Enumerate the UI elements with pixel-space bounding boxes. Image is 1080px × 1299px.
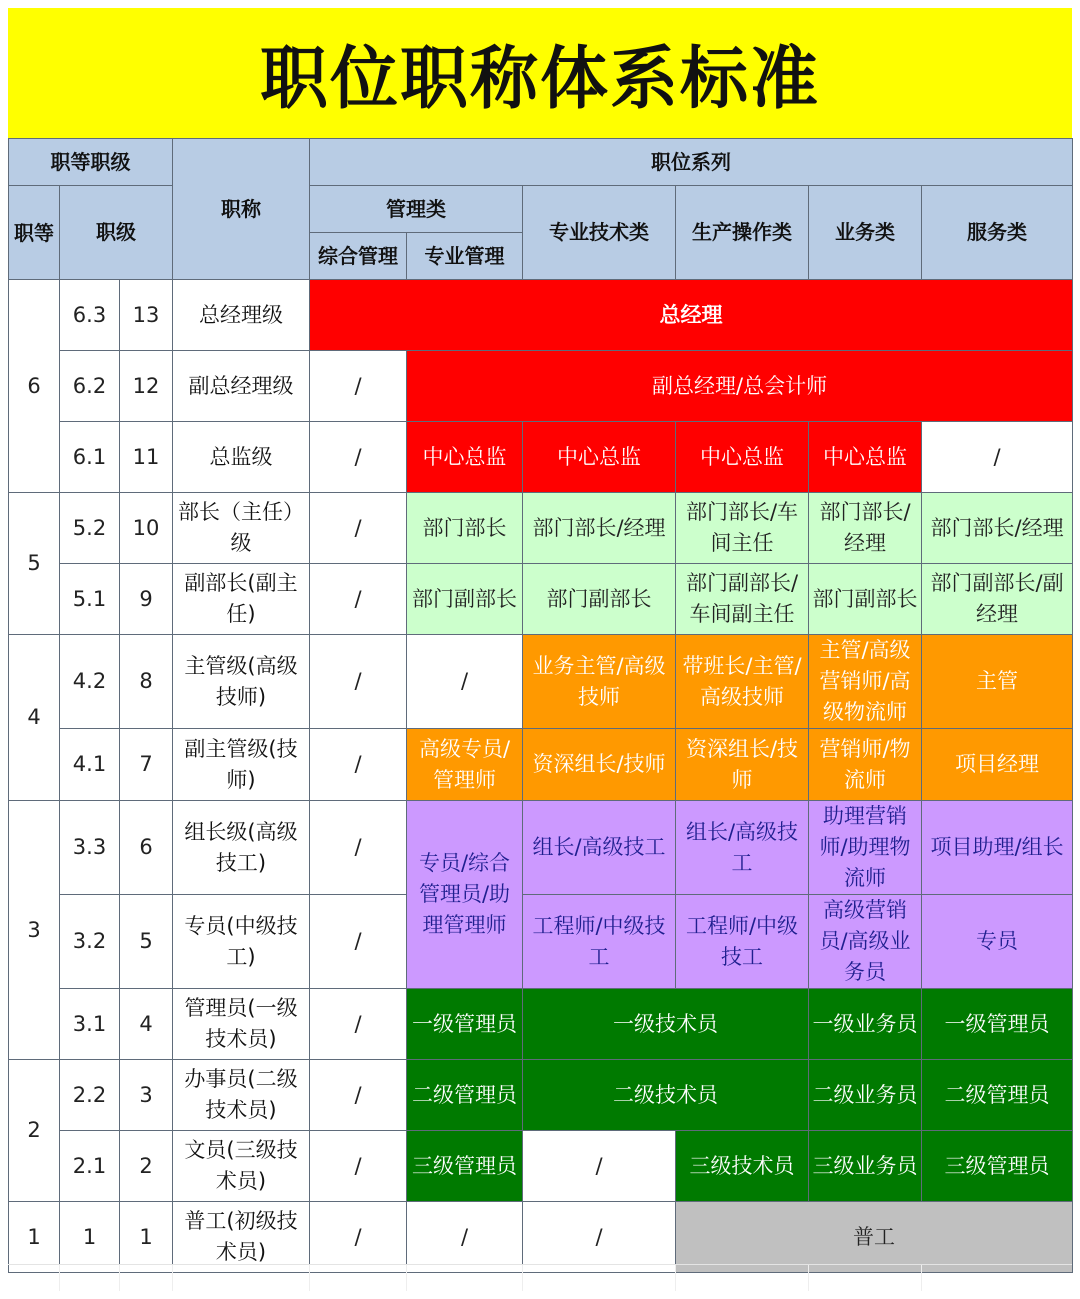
rank-cell: 4 xyxy=(120,989,173,1060)
position-cell: 中心总监 xyxy=(407,422,523,493)
rank-cell: 7 xyxy=(120,729,173,801)
header-business: 业务类 xyxy=(809,186,922,280)
grade-cell: 2 xyxy=(9,1060,60,1202)
sub-level-cell: 2.1 xyxy=(60,1131,120,1202)
position-cell: 部门部长/经理 xyxy=(809,493,922,564)
position-cell: 专员 xyxy=(922,895,1073,989)
rank-cell: 6 xyxy=(120,801,173,895)
title-cell: 副总经理级 xyxy=(173,351,310,422)
position-cell: 组长/高级技工 xyxy=(523,801,676,895)
rank-cell: 12 xyxy=(120,351,173,422)
position-cell: 资深组长/技师 xyxy=(676,729,809,801)
sub-level-cell: 4.2 xyxy=(60,635,120,729)
position-cell: 一级管理员 xyxy=(407,989,523,1060)
position-cell: 三级管理员 xyxy=(922,1131,1073,1202)
header-management: 管理类 xyxy=(310,186,523,233)
slash-cell: / xyxy=(922,422,1073,493)
slash-cell: / xyxy=(310,564,407,635)
slash-cell: / xyxy=(310,729,407,801)
position-cell: 总经理 xyxy=(310,280,1073,351)
title-cell: 普工(初级技术员) xyxy=(173,1202,310,1273)
sub-level-cell: 6.1 xyxy=(60,422,120,493)
position-cell: 业务主管/高级技师 xyxy=(523,635,676,729)
slash-cell: / xyxy=(310,801,407,895)
position-cell: 部门副部长 xyxy=(523,564,676,635)
header-production: 生产操作类 xyxy=(676,186,809,280)
position-cell: 部门部长/经理 xyxy=(922,493,1073,564)
title-cell: 副部长(副主任) xyxy=(173,564,310,635)
position-cell: 项目助理/组长 xyxy=(922,801,1073,895)
title-cell: 组长级(高级技工) xyxy=(173,801,310,895)
position-cell: 三级业务员 xyxy=(809,1131,922,1202)
title-cell: 总监级 xyxy=(173,422,310,493)
header-grade: 职等 xyxy=(9,186,60,280)
title-cell: 部长（主任）级 xyxy=(173,493,310,564)
position-cell: 部门副部长 xyxy=(809,564,922,635)
position-cell: 二级管理员 xyxy=(922,1060,1073,1131)
position-title-table xyxy=(8,138,1073,1273)
title-cell: 办事员(二级技术员) xyxy=(173,1060,310,1131)
title-cell: 主管级(高级技师) xyxy=(173,635,310,729)
position-cell: 部门部长/经理 xyxy=(523,493,676,564)
slash-cell: / xyxy=(310,422,407,493)
header-specialist-mgmt: 专业管理 xyxy=(407,233,523,280)
position-cell: 项目经理 xyxy=(922,729,1073,801)
header-service: 服务类 xyxy=(922,186,1073,280)
slash-cell: / xyxy=(407,1202,523,1273)
position-cell: 三级技术员 xyxy=(676,1131,809,1202)
rank-cell: 10 xyxy=(120,493,173,564)
position-cell: 资深组长/技师 xyxy=(523,729,676,801)
position-cell: 专员/综合管理员/助理管理师 xyxy=(407,801,523,989)
sub-level-cell: 5.1 xyxy=(60,564,120,635)
position-cell: 一级技术员 xyxy=(523,989,809,1060)
position-cell: 部门部长 xyxy=(407,493,523,564)
position-cell: 带班长/主管/高级技师 xyxy=(676,635,809,729)
grade-cell: 1 xyxy=(9,1202,60,1273)
position-cell: 主管 xyxy=(922,635,1073,729)
slash-cell: / xyxy=(523,1202,676,1273)
position-cell: 部门副部长/车间副主任 xyxy=(676,564,809,635)
slash-cell: / xyxy=(310,1060,407,1131)
title-cell: 总经理级 xyxy=(173,280,310,351)
rank-cell: 5 xyxy=(120,895,173,989)
position-cell: 中心总监 xyxy=(809,422,922,493)
rank-cell: 1 xyxy=(120,1202,173,1273)
slash-cell: / xyxy=(407,635,523,729)
position-cell: 工程师/中级技工 xyxy=(523,895,676,989)
sub-level-cell: 1 xyxy=(60,1202,120,1273)
grade-cell: 6 xyxy=(9,280,60,493)
rank-cell: 2 xyxy=(120,1131,173,1202)
position-cell: 二级业务员 xyxy=(809,1060,922,1131)
position-cell: 二级技术员 xyxy=(523,1060,809,1131)
position-cell: 一级管理员 xyxy=(922,989,1073,1060)
sub-level-cell: 3.3 xyxy=(60,801,120,895)
title-cell: 文员(三级技术员) xyxy=(173,1131,310,1202)
position-cell: 普工 xyxy=(676,1202,1073,1273)
sub-level-cell: 4.1 xyxy=(60,729,120,801)
sub-level-cell: 3.1 xyxy=(60,989,120,1060)
position-cell: 一级业务员 xyxy=(809,989,922,1060)
position-cell: 部门部长/车间主任 xyxy=(676,493,809,564)
header-general-mgmt: 综合管理 xyxy=(310,233,407,280)
slash-cell: / xyxy=(310,351,407,422)
grade-cell: 3 xyxy=(9,801,60,1060)
slash-cell: / xyxy=(310,989,407,1060)
position-cell: 中心总监 xyxy=(523,422,676,493)
position-cell: 主管/高级营销师/高级物流师 xyxy=(809,635,922,729)
title-cell: 专员(中级技工) xyxy=(173,895,310,989)
position-cell: 营销师/物流师 xyxy=(809,729,922,801)
rank-cell: 11 xyxy=(120,422,173,493)
slash-cell: / xyxy=(523,1131,676,1202)
blank-row-strip xyxy=(8,1264,1072,1291)
rank-cell: 8 xyxy=(120,635,173,729)
title-banner xyxy=(8,8,1072,138)
header-position-title: 职称 xyxy=(173,139,310,280)
title-cell: 副主管级(技师) xyxy=(173,729,310,801)
sub-level-cell: 3.2 xyxy=(60,895,120,989)
grade-cell: 4 xyxy=(9,635,60,801)
slash-cell: / xyxy=(310,1131,407,1202)
position-cell: 部门副部长 xyxy=(407,564,523,635)
rank-cell: 9 xyxy=(120,564,173,635)
title-cell: 管理员(一级技术员) xyxy=(173,989,310,1060)
rank-cell: 13 xyxy=(120,280,173,351)
header-series: 职位系列 xyxy=(310,139,1073,186)
page-title: 职位职称体系标准 xyxy=(259,39,820,119)
slash-cell: / xyxy=(310,895,407,989)
position-cell: 中心总监 xyxy=(676,422,809,493)
rank-cell: 3 xyxy=(120,1060,173,1131)
position-cell: 组长/高级技工 xyxy=(676,801,809,895)
sub-level-cell: 6.2 xyxy=(60,351,120,422)
position-cell: 助理营销师/助理物流师 xyxy=(809,801,922,895)
header-level: 职级 xyxy=(60,186,173,280)
sub-level-cell: 6.3 xyxy=(60,280,120,351)
sub-level-cell: 5.2 xyxy=(60,493,120,564)
slash-cell: / xyxy=(310,493,407,564)
slash-cell: / xyxy=(310,1202,407,1273)
header-technical: 专业技术类 xyxy=(523,186,676,280)
position-cell: 三级管理员 xyxy=(407,1131,523,1202)
slash-cell: / xyxy=(310,635,407,729)
position-cell: 副总经理/总会计师 xyxy=(407,351,1073,422)
header-grade-group: 职等职级 xyxy=(9,139,173,186)
sub-level-cell: 2.2 xyxy=(60,1060,120,1131)
position-cell: 二级管理员 xyxy=(407,1060,523,1131)
position-cell: 工程师/中级技工 xyxy=(676,895,809,989)
position-cell: 高级营销员/高级业务员 xyxy=(809,895,922,989)
position-cell: 高级专员/管理师 xyxy=(407,729,523,801)
grade-cell: 5 xyxy=(9,493,60,635)
position-cell: 部门副部长/副经理 xyxy=(922,564,1073,635)
